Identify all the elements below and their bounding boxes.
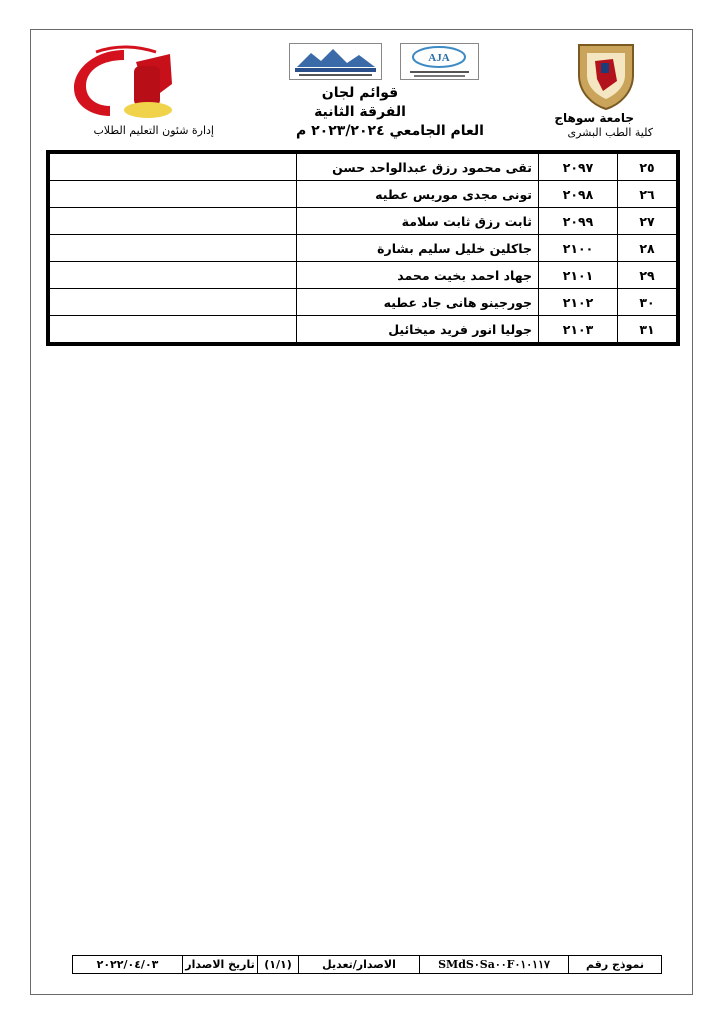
university-name: جامعة سوهاج <box>554 111 634 125</box>
row-index: ٢٥ <box>618 154 677 181</box>
revision-label: الاصدار/تعديل <box>298 956 419 973</box>
student-name: جهاد احمد بخيت محمد <box>297 262 539 289</box>
student-name: تقى محمود رزق عبدالواحد حسن <box>297 154 539 181</box>
table-row <box>50 154 677 181</box>
student-code: ٢١٠٣ <box>539 316 618 343</box>
row-index: ٢٩ <box>618 262 677 289</box>
issue-date-label: تاريخ الاصدار <box>182 956 257 973</box>
faculty-logo <box>66 44 182 120</box>
egac-certificate-logo <box>289 43 382 80</box>
document-footer <box>72 955 662 974</box>
student-name: تونى مجدى موريس عطيه <box>297 181 539 208</box>
student-name: جاكلين خليل سليم بشارة <box>297 235 539 262</box>
row-index: ٣١ <box>618 316 677 343</box>
student-name: جورجينو هانى جاد عطيه <box>297 289 539 316</box>
student-code: ٢٠٩٨ <box>539 181 618 208</box>
roster-body <box>50 154 677 343</box>
table-row <box>50 181 677 208</box>
issue-date: ٢٠٢٢/٠٤/٠٣ <box>96 958 159 971</box>
administration-label: إدارة شئون التعليم الطلاب <box>93 124 214 137</box>
table-row <box>50 289 677 316</box>
document-title: قوائم لجان <box>321 85 399 101</box>
blank-cell <box>50 181 297 208</box>
student-code: ٢٠٩٩ <box>539 208 618 235</box>
blank-cell <box>50 289 297 316</box>
academic-year: العام الجامعي ٢٠٢٣/٢٠٢٤ م <box>296 123 484 139</box>
form-number: SMdS٠Sa٠٠F٠١٠١١٧ <box>419 956 568 973</box>
row-index: ٢٧ <box>618 208 677 235</box>
blank-cell <box>50 235 297 262</box>
student-code: ٢١٠٢ <box>539 289 618 316</box>
revision-number: (١/١) <box>257 956 298 973</box>
student-roster-table <box>46 150 680 346</box>
row-index: ٢٦ <box>618 181 677 208</box>
table-row <box>50 208 677 235</box>
blank-cell <box>50 316 297 343</box>
year-level: الفرقة الثانية <box>314 104 406 120</box>
svg-text:AJA: AJA <box>428 52 450 64</box>
table-row <box>50 316 677 343</box>
student-code: ٢١٠٠ <box>539 235 618 262</box>
student-name: جوليا انور فريد ميخائيل <box>297 316 539 343</box>
table-row <box>50 235 677 262</box>
student-code: ٢١٠١ <box>539 262 618 289</box>
form-number-label: نموذج رقم <box>568 956 661 973</box>
row-index: ٣٠ <box>618 289 677 316</box>
aja-certificate-logo <box>400 43 479 80</box>
faculty-name: كلية الطب البشرى <box>567 126 653 139</box>
student-code: ٢٠٩٧ <box>539 154 618 181</box>
table-row <box>50 262 677 289</box>
row-index: ٢٨ <box>618 235 677 262</box>
blank-cell <box>50 208 297 235</box>
university-crest <box>573 41 639 111</box>
student-name: ثابت رزق ثابت سلامة <box>297 208 539 235</box>
blank-cell <box>50 154 297 181</box>
blank-cell <box>50 262 297 289</box>
